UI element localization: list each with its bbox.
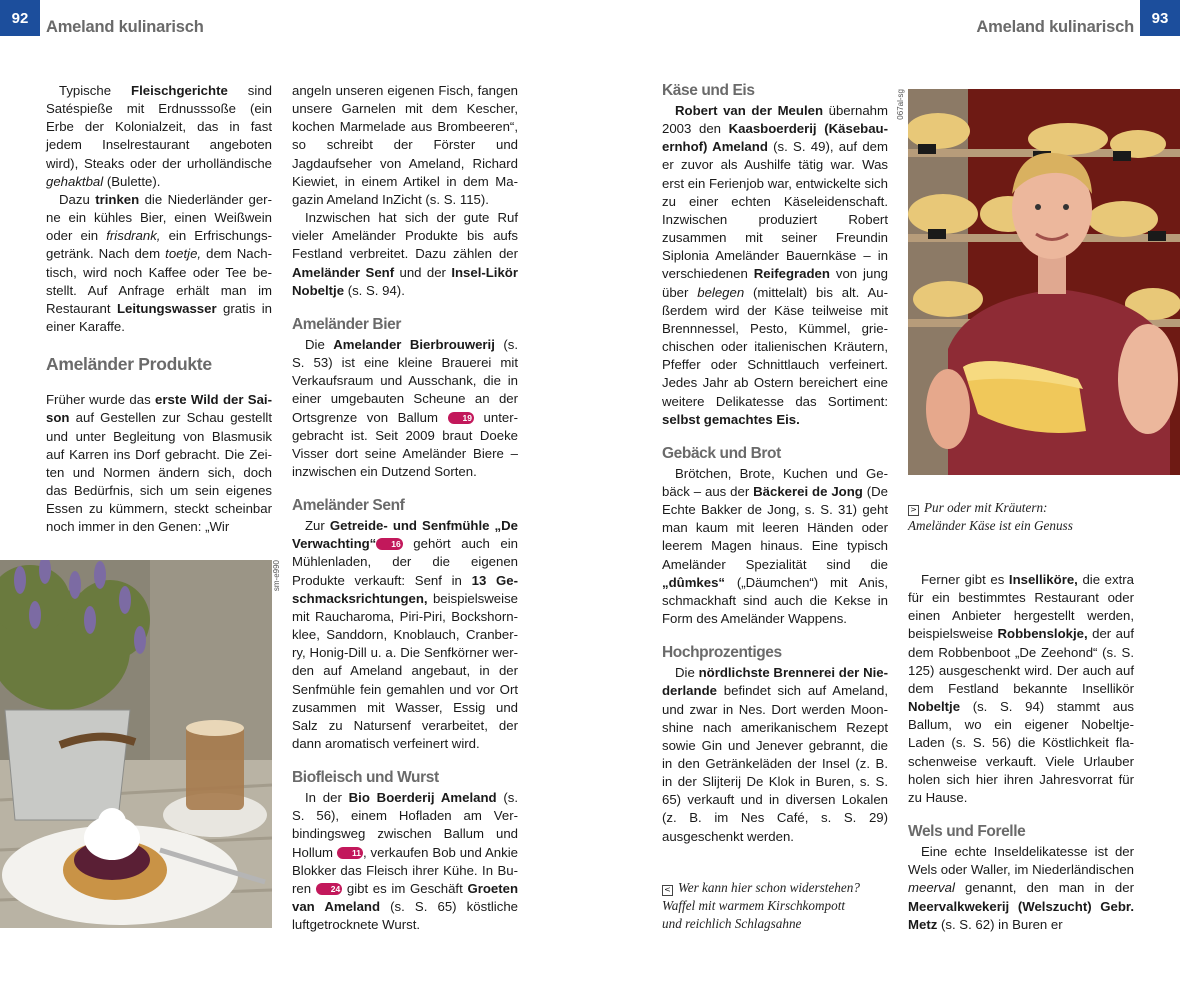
photo-waffle-coffee: [0, 560, 272, 928]
subheading-senf: Ameländer Senf: [292, 497, 405, 515]
running-head-right: Ameland kulinarisch: [976, 18, 1134, 36]
subheading-wels: Wels und Forelle: [908, 823, 1026, 841]
photo-credit-right: 067al-sg: [896, 89, 905, 120]
paragraph-hochprozentiges: Die nördlichste Brennerei der Niederlande befindet sich auf Ameland, und zwar in Nes. Dort werden Moonshine nach amerikanischem Rezept sowie Gin und Jenever gebrannt, die in den Getränkeläden der Insel (z. B. in der Slijterij De Klok in Buren, s. S. 65) verkauft und in diversen Lokalen (z. B. im Nes Café, s. S. 29) ausgeschenkt werden.: [662, 665, 889, 844]
column-3: [662, 82, 888, 846]
paragraph-trinken: Dazu trinken die Niederländer gerne ein kühles Bier, einen Weißwein oder ein frisdrank, ein Erfrischungsgetränk. Nach dem toetje, dem Nachtisch, wird noch Kaffee oder Tee bestellt. Auf Anfrage erhält man im Restaurant Leitungswasser gratis in einer Karaffe.: [46, 191, 272, 335]
paragraph-kiewiet: angeln unseren eigenen Fisch, fangen unsere Garnelen mit dem Kescher, kochen Marmelade aus Brombeeren“, so schreibt der Förster und Jagdaufseher von Ameland, Richard Kiewiet, in einem Artikel in dem Magazin Ameland InZicht (s. S. 115).: [292, 83, 518, 207]
column-2: [292, 82, 518, 934]
subheading-kaese: Käse und Eis: [662, 82, 755, 99]
caption-waffle: < Wer kann hier schon widerstehen? Waffel mit warmem Kirschkompott und reichlich Schlagsahne: [662, 880, 860, 931]
column-4: [908, 571, 1134, 934]
cheese-photo-illustration: [908, 89, 1180, 475]
photo-cheese-maker: [908, 89, 1180, 475]
paragraph-wild: Früher wurde das erste Wild der Saison auf Gestellen zur Schau gestellt und unter Begleitung von Blasmusik auf Karren ins Dorf gebracht. Die Zeiten und Normen ändern sich, doch das Bedürfnis, sich um sein eigenes Essen zu kümmern, steckt scheinbar noch immer in den Genen: „Wir: [46, 392, 272, 535]
paragraph-wels: Eine echte Inseldelikatesse ist der Wels oder Waller, im Niederländischen meerval genannt, den man in der Meervalkwekerij (Welszucht) Gebr. Metz (s. S. 62) in Buren er: [908, 844, 1134, 932]
photo-credit-left: sm-e990: [272, 560, 281, 592]
paragraph-gebaeck: Brötchen, Brote, Kuchen und Gebäck – aus der Bäckerei de Jong (De Echte Bakker de Jong, s. S. 31) geht man kaum mit leeren Händen oder leerem Magen hinaus. Eine typisch Ameländer Spezialität sind die „dûmkes“ („Däumchen“) mit Anis, schmackhaft sind auch die Kekse in Form des Ameländer Wappens.: [662, 465, 888, 627]
paragraph-kaese: Robert van der Meulen übernahm 2003 den Kaasboerderij (Käsebauernhof) Ameland (s. S. 49), auf dem er zuvor als Aushilfe tätig war. Was erst ein Ferienjob war, entwickelte sich zu einer echten Käseleidenschaft. Inzwischen produziert Robert zusammen mit seiner Freundin Siplonia Ameländer Bauernkäse – in verschiedenen Reifegraden von jung über belegen (mittelalt) bis alt. Außerdem wird der Käse teilweise mit Brennnessel, Pesto, Kümmel, griechischen oder italienischen Kräutern, Pfeffer oder Schnittlauch verfeinert. Jedes Jahr ab Ostern bereichert eine weitere Delikatesse das Sortiment: selbst gemachtes Eis.: [662, 103, 889, 427]
subheading-biofleisch: Biofleisch und Wurst: [292, 769, 439, 787]
paragraph-likoere: Ferner gibt es Inselliköre, die extra für ein bestimmtes Restaurant oder einen Anbieter hergestellt werden, beispielsweise Robbenslokje, der auf dem Robbenboot „De Zeehond“ (s. S. 125) ausgeschenkt wird. Der auch auf dem Festland bekannte Insellikör Nobeltje (s. S. 94) stammt aus Ballum, wo ein eigener Nobeltje-Laden (s. S. 56) die Köstlichkeit flaschenweise verkauft. Viele Urlauber holen sich hier ihren Jahresvorrat für zu Hause.: [908, 572, 1134, 805]
caption-cheese: > Pur oder mit Kräutern: Ameländer Käse ist ein Genuss: [908, 500, 1073, 533]
paragraph-senf: Zur Getreide- und Senfmühle „De Verwachting“ 16 gehört auch ein Mühlenladen, der die eigenen Produkte verkauft: Senf in 13 Geschmacksrichtungen, beispielsweise mit Raucharoma, Piri-Piri, Bockshornklee, Sanddorn, Knoblauch, Cranberry, Honig-Dill u. a. Die Senfkörner werden auf Ameland angebaut, in der Senfmühle fein gemahlen und vor Ort zusammen mit Wasser, Essig und Salz zu Natursenf verarbeitet, der dann aromatisch verfeinert wird.: [292, 518, 518, 751]
map-marker: 19: [448, 412, 474, 424]
waffle-photo-illustration: [0, 560, 272, 928]
map-marker: 16: [376, 538, 402, 550]
subheading-bier: Ameländer Bier: [292, 315, 401, 333]
running-head-left: Ameland kulinarisch: [46, 18, 204, 36]
page-number-right: 93: [1140, 0, 1180, 36]
caption-arrow-icon: <: [662, 885, 673, 896]
map-marker: 24: [316, 883, 342, 895]
caption-arrow-icon: >: [908, 505, 919, 516]
subheading-gebaeck: Gebäck und Brot: [662, 444, 781, 462]
paragraph-ruf: Inzwischen hat sich der gute Ruf vieler Ameländer Produkte bis aufs Festland verbreitet. Dazu zählen der Ameländer Senf und der Insel-Likör Nobeltje (s. S. 94).: [292, 210, 518, 298]
subheading-hochprozentiges: Hochprozentiges: [662, 644, 782, 662]
column-1: [46, 82, 272, 536]
paragraph-fleisch: Typische Fleischgerichte sind Satéspieße mit Erdnusssoße (ein Erbe der Kolonialzeit, das in fast jedem Inselrestaurant angeboten wird), Steaks oder der urholländische gehaktbal (Bulette).: [46, 83, 272, 189]
paragraph-bier: Die Amelander Bierbrouwerij (s. S. 53) ist eine kleine Brauerei mit Verkaufsraum und Ausschank, die in einer umgebauten Scheune an der Ortsgrenze von Ballum 19 untergebracht ist. Seit 2009 braut Doeke Visser dort seine Ameländer Biere – inzwischen ein Dutzend Sorten.: [292, 336, 518, 479]
heading-amelaender-produkte: Ameländer Produkte: [46, 354, 212, 375]
map-marker: 11: [337, 847, 363, 859]
paragraph-biofleisch: In der Bio Boerderij Ameland (s. S. 56), einem Hofladen am Verbindingsweg zwischen Ballum und Hollum 11 , verkaufen Bob und Ankie Blokker das Fleisch ihrer Kühe. In Buren 24 gibt es im Geschäft Groeten van Ameland (s. S. 65) köstliche luftgetrocknete Wurst.: [292, 790, 518, 933]
page-number-left: 92: [0, 0, 40, 36]
